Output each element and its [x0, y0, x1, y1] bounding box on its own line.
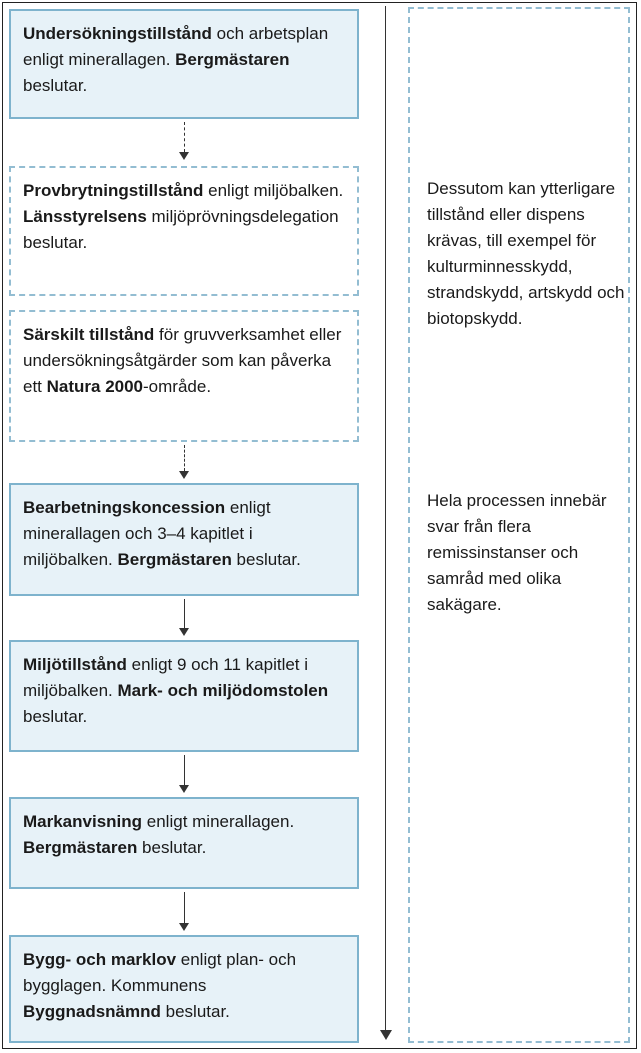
arrow-step4-to-step5 — [184, 599, 185, 628]
step-term: Länsstyrelsens — [23, 207, 147, 226]
step-term: Bygg- och marklov — [23, 950, 177, 969]
step-text: för gruvverksamhet eller undersökningsåtgärder som kan påverka ett — [23, 325, 342, 396]
step-text: enligt plan- och bygglagen. Kommunens — [23, 950, 297, 995]
step-text: beslutar. — [23, 76, 88, 95]
step-term: Bearbetningskoncession — [23, 498, 226, 517]
step-text: beslutar. — [137, 838, 207, 857]
step-box-sarskilt-tillstand — [9, 310, 359, 442]
arrow-step3-to-step4 — [184, 445, 185, 471]
step-text: miljöprövningsdelegation beslutar. — [23, 207, 339, 252]
step-term: Markanvisning — [23, 812, 143, 831]
step-term: Bergmästaren — [23, 838, 138, 857]
step-text: enligt 9 och 11 kapitlet i miljöbalken. — [23, 655, 309, 700]
step-box-bearbetningskoncession — [9, 483, 359, 596]
timeline-line — [385, 6, 386, 1036]
step-text: beslutar. — [23, 707, 88, 726]
step-term: Provbrytningstillstånd — [23, 181, 204, 200]
step-term: Natura 2000 — [46, 377, 144, 396]
step-term: Bergmästaren — [117, 550, 232, 569]
timeline-arrow-head — [380, 1030, 392, 1040]
side-note-consultation: Hela processen innebär svar från flera remissinstanser och samråd med olika sakägare. — [427, 491, 607, 614]
arrow-step1-to-step2-head — [179, 152, 189, 160]
arrow-step1-to-step2 — [184, 122, 185, 152]
step-term: Bergmästaren — [175, 50, 290, 69]
step-text: enligt minerallagen. — [142, 812, 295, 831]
step-text: enligt minerallagen och 3–4 kapitlet i miljöbalken. — [23, 498, 271, 569]
arrow-step5-to-step6-head — [179, 785, 189, 793]
step-term: Miljötillstånd — [23, 655, 127, 674]
step-box-bygg-och-marklov — [9, 935, 359, 1043]
step-text: enligt miljöbalken. — [203, 181, 344, 200]
step-box-miljotillstand — [9, 640, 359, 752]
step-box-provbrytningstillstand — [9, 166, 359, 296]
step-term: Särskilt tillstånd — [23, 325, 155, 344]
step-text: beslutar. — [160, 1002, 230, 1021]
side-note-additional-permits: Dessutom kan ytterligare tillstånd eller dispens krävas, till exempel för kulturminnesskydd, strandskydd, artskydd och biotopskydd. — [427, 179, 625, 328]
arrow-step6-to-step7-head — [179, 923, 189, 931]
step-term: Undersökningstillstånd — [23, 24, 212, 43]
step-text: beslutar. — [231, 550, 301, 569]
arrow-step5-to-step6 — [184, 755, 185, 785]
step-box-undersokningstillstand — [9, 9, 359, 119]
arrow-step3-to-step4-head — [179, 471, 189, 479]
step-term: Mark- och miljödomstolen — [117, 681, 329, 700]
arrow-step6-to-step7 — [184, 892, 185, 923]
arrow-step4-to-step5-head — [179, 628, 189, 636]
step-box-markanvisning — [9, 797, 359, 889]
step-term: Byggnadsnämnd — [23, 1002, 161, 1021]
step-text: -område. — [143, 377, 212, 396]
step-text: och arbetsplan enligt minerallagen. — [23, 24, 329, 69]
